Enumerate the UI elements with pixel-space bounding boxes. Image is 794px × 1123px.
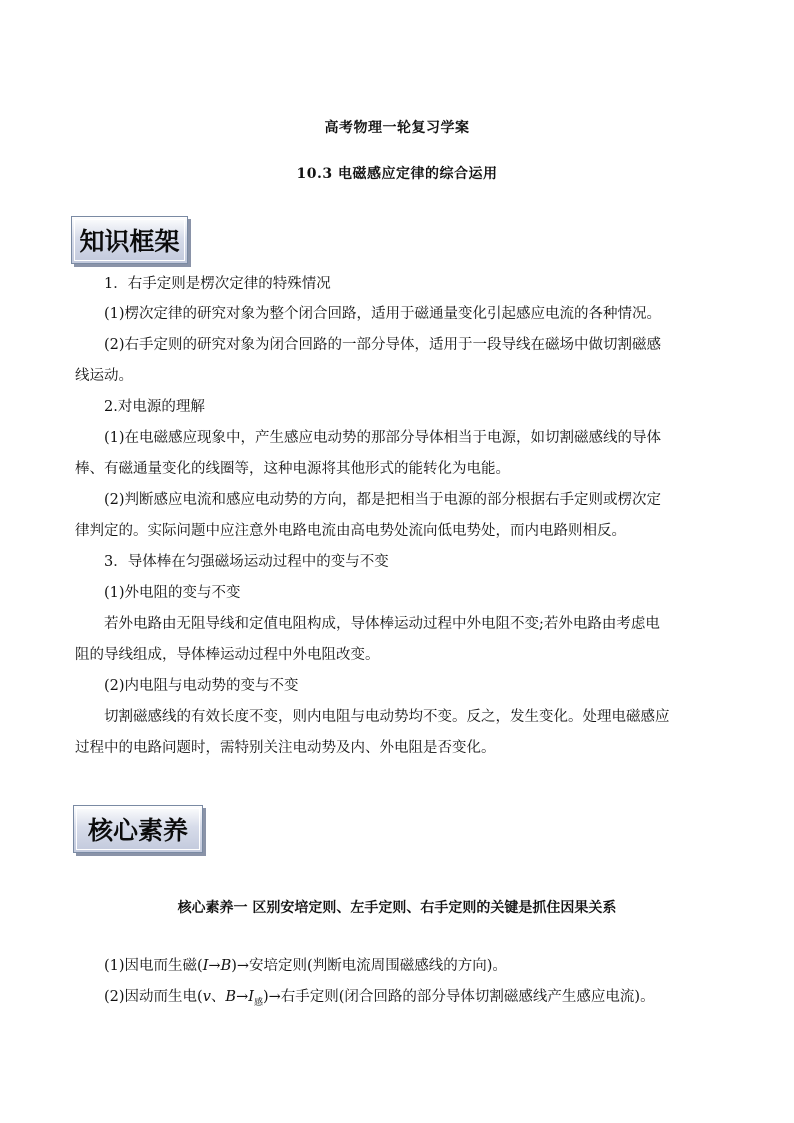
framework-line: (1)在电磁感应现象中，产生感应电动势的那部分导体相当于电源，如切割磁感线的导体 [104,430,662,446]
framework-line: 3．导体棒在匀强磁场运动过程中的变与不变 [104,554,389,570]
framework-line: 线运动。 [75,368,133,384]
framework-line: 律判定的。实际问题中应注意外电路电流由高电势处流向低电势处，而内电路则相反。 [75,523,626,539]
framework-line: 2.对电源的理解 [104,399,205,415]
core-heading: 核心素养一 区别安培定则、左手定则、右手定则的关键是抓住因果关系 [177,900,617,916]
framework-line: 阻的导线组成，导体棒运动过程中外电阻改变。 [75,647,380,663]
section-label-core: 核心素养 [73,805,203,853]
framework-line: 棒、有磁通量变化的线圈等，这种电源将其他形式的能转化为电能。 [75,461,510,477]
framework-line: 1．右手定则是楞次定律的特殊情况 [104,276,331,292]
document-title: 高考物理一轮复习学案 [324,120,470,136]
core-line-1: (1)因电而生磁(I→B)→安培定则(判断电流周围磁感线的方向)。 [104,958,507,974]
framework-line: (2)右手定则的研究对象为闭合回路的一部分导体，适用于一段导线在磁场中做切割磁感 [104,337,662,353]
core-line-2: (2)因动而生电(v、$B\to I_感)\to$右手定则(闭合回路的部分导体切割磁感线产生感应电流)。 [104,989,655,1008]
framework-line: 切割磁感线的有效长度不变，则内电阻与电动势均不变。反之，发生变化。处理电磁感应 [104,709,670,725]
framework-line: (1)外电阻的变与不变 [104,585,241,601]
framework-line: (1)楞次定律的研究对象为整个闭合回路，适用于磁通量变化引起感应电流的各种情况。 [104,306,662,322]
framework-line: 过程中的电路问题时，需特别关注电动势及内、外电阻是否变化。 [75,740,496,756]
document-subtitle: 10.3 电磁感应定律的综合运用 [296,166,498,182]
framework-line: (2)判断感应电流和感应电动势的方向，都是把相当于电源的部分根据右手定则或楞次定 [104,492,662,508]
framework-line: 若外电路由无阻导线和定值电阻构成，导体棒运动过程中外电阻不变;若外电路由考虑电 [104,616,660,632]
section-label-framework: 知识框架 [71,216,188,264]
framework-line: (2)内电阻与电动势的变与不变 [104,678,299,694]
